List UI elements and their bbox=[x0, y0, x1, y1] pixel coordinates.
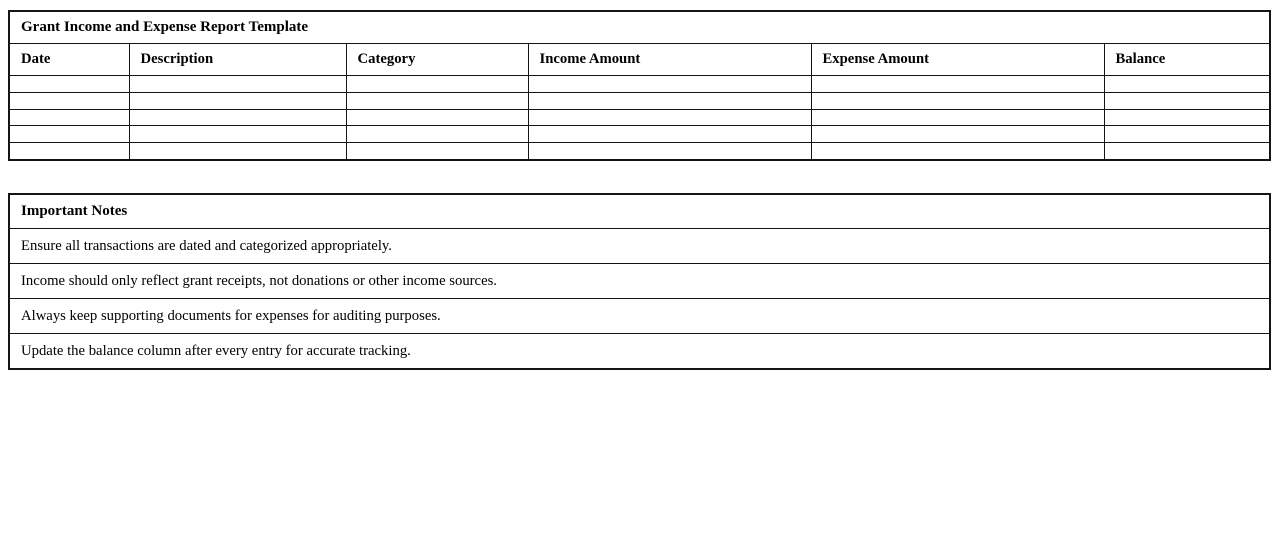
note-item: Ensure all transactions are dated and categorized appropriately. bbox=[9, 229, 1270, 264]
empty-entry-row bbox=[9, 76, 1270, 93]
empty-cell-expense-amount bbox=[811, 109, 1104, 126]
empty-cell-category bbox=[346, 76, 528, 93]
column-header-income-amount: Income Amount bbox=[528, 44, 811, 76]
empty-cell-balance bbox=[1104, 109, 1270, 126]
note-row bbox=[9, 229, 1270, 264]
report-table-title-row bbox=[9, 11, 1270, 44]
empty-cell-date bbox=[9, 76, 129, 93]
empty-entry-row bbox=[9, 143, 1270, 160]
notes-title: Important Notes bbox=[9, 194, 1270, 229]
note-row bbox=[9, 264, 1270, 299]
report-table-header-row bbox=[9, 44, 1270, 76]
empty-cell-income-amount bbox=[528, 143, 811, 160]
notes-title-row bbox=[9, 194, 1270, 229]
empty-cell-income-amount bbox=[528, 109, 811, 126]
column-header-date: Date bbox=[9, 44, 129, 76]
note-item: Income should only reflect grant receipts, not donations or other income sources. bbox=[9, 264, 1270, 299]
empty-cell-balance bbox=[1104, 143, 1270, 160]
empty-cell-category bbox=[346, 143, 528, 160]
empty-entry-row bbox=[9, 109, 1270, 126]
empty-cell-description bbox=[129, 126, 346, 143]
empty-cell-balance bbox=[1104, 76, 1270, 93]
empty-cell-expense-amount bbox=[811, 143, 1104, 160]
empty-cell-description bbox=[129, 76, 346, 93]
empty-entry-row bbox=[9, 126, 1270, 143]
note-item: Always keep supporting documents for expenses for auditing purposes. bbox=[9, 299, 1270, 334]
report-table-title: Grant Income and Expense Report Template bbox=[9, 11, 1270, 44]
note-row bbox=[9, 299, 1270, 334]
empty-cell-category bbox=[346, 126, 528, 143]
empty-cell-expense-amount bbox=[811, 92, 1104, 109]
column-header-category: Category bbox=[346, 44, 528, 76]
note-item: Update the balance column after every entry for accurate tracking. bbox=[9, 334, 1270, 370]
column-header-balance: Balance bbox=[1104, 44, 1270, 76]
column-header-expense-amount: Expense Amount bbox=[811, 44, 1104, 76]
empty-cell-income-amount bbox=[528, 126, 811, 143]
empty-cell-balance bbox=[1104, 126, 1270, 143]
empty-cell-expense-amount bbox=[811, 126, 1104, 143]
note-row bbox=[9, 334, 1270, 370]
empty-entry-row bbox=[9, 92, 1270, 109]
empty-cell-description bbox=[129, 92, 346, 109]
empty-cell-balance bbox=[1104, 92, 1270, 109]
empty-cell-description bbox=[129, 143, 346, 160]
empty-cell-expense-amount bbox=[811, 76, 1104, 93]
empty-cell-description bbox=[129, 109, 346, 126]
empty-cell-date bbox=[9, 109, 129, 126]
empty-cell-income-amount bbox=[528, 76, 811, 93]
empty-cell-category bbox=[346, 92, 528, 109]
column-header-description: Description bbox=[129, 44, 346, 76]
empty-cell-date bbox=[9, 143, 129, 160]
empty-cell-date bbox=[9, 126, 129, 143]
notes-table bbox=[8, 193, 1271, 370]
empty-cell-category bbox=[346, 109, 528, 126]
report-table bbox=[8, 10, 1271, 161]
empty-cell-income-amount bbox=[528, 92, 811, 109]
empty-cell-date bbox=[9, 92, 129, 109]
